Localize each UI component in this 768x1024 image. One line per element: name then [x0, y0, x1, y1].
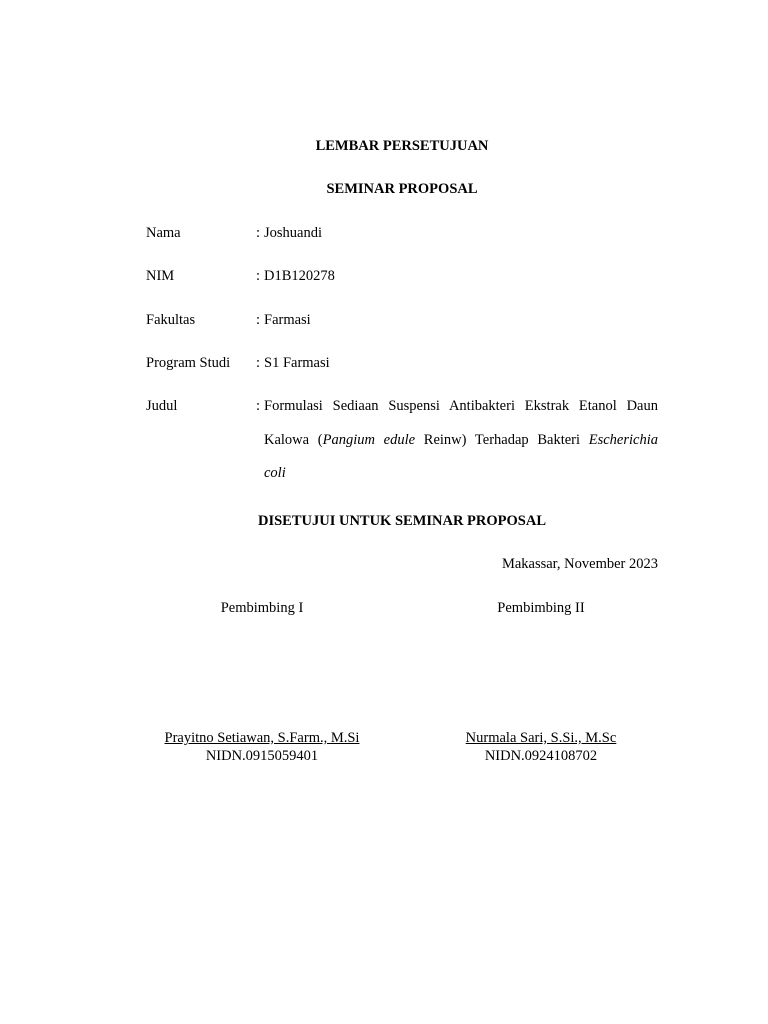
supervisor-2-name-text: Nurmala Sari, S.Si., M.Sc [465, 730, 617, 746]
judul-species-name: Pangium edule [322, 432, 416, 448]
field-value-nama: Joshuandi [264, 225, 322, 241]
judul-line-3 [264, 465, 658, 482]
approval-heading: DISETUJUI UNTUK SEMINAR PROPOSAL [257, 513, 547, 529]
field-value-nim: D1B120278 [264, 268, 335, 284]
field-label-fakultas: Fakultas [146, 312, 196, 328]
supervisor-1-name-text: Prayitno Setiawan, S.Farm., M.Si [164, 730, 360, 746]
supervisor-1-nidn: NIDN.0915059401 [205, 748, 319, 764]
judul-text: Kalowa ( [264, 432, 323, 448]
supervisor-1-name [142, 730, 382, 747]
field-colon: : [256, 398, 261, 414]
field-colon: : [256, 312, 261, 328]
field-label-nama: Nama [146, 225, 181, 241]
supervisor-1-role: Pembimbing I [220, 600, 304, 616]
field-label-nim: NIM [146, 268, 175, 284]
supervisor-2-role: Pembimbing II [497, 600, 585, 616]
judul-bacteria-species: coli [264, 465, 286, 481]
field-value-program-studi: S1 Farmasi [264, 355, 330, 371]
supervisor-2-nidn: NIDN.0924108702 [484, 748, 598, 764]
document-title: LEMBAR PERSETUJUAN [315, 138, 489, 154]
field-value-fakultas: Farmasi [264, 312, 311, 328]
judul-text: Reinw) Terhadap Bakteri [415, 432, 589, 448]
place-date: Makassar, November 2023 [501, 556, 658, 572]
judul-line-2 [264, 432, 658, 449]
judul-line-1: Formulasi Sediaan Suspensi Antibakteri Ekstrak Etanol Daun [264, 398, 658, 414]
judul-bacteria-genus: Escherichia [588, 432, 658, 448]
field-colon: : [256, 268, 261, 284]
field-label-judul: Judul [146, 398, 178, 414]
field-colon: : [256, 355, 261, 371]
field-label-program-studi: Program Studi [146, 355, 231, 371]
document-subtitle: SEMINAR PROPOSAL [326, 181, 478, 197]
supervisor-2-name [421, 730, 661, 747]
field-colon: : [256, 225, 261, 241]
